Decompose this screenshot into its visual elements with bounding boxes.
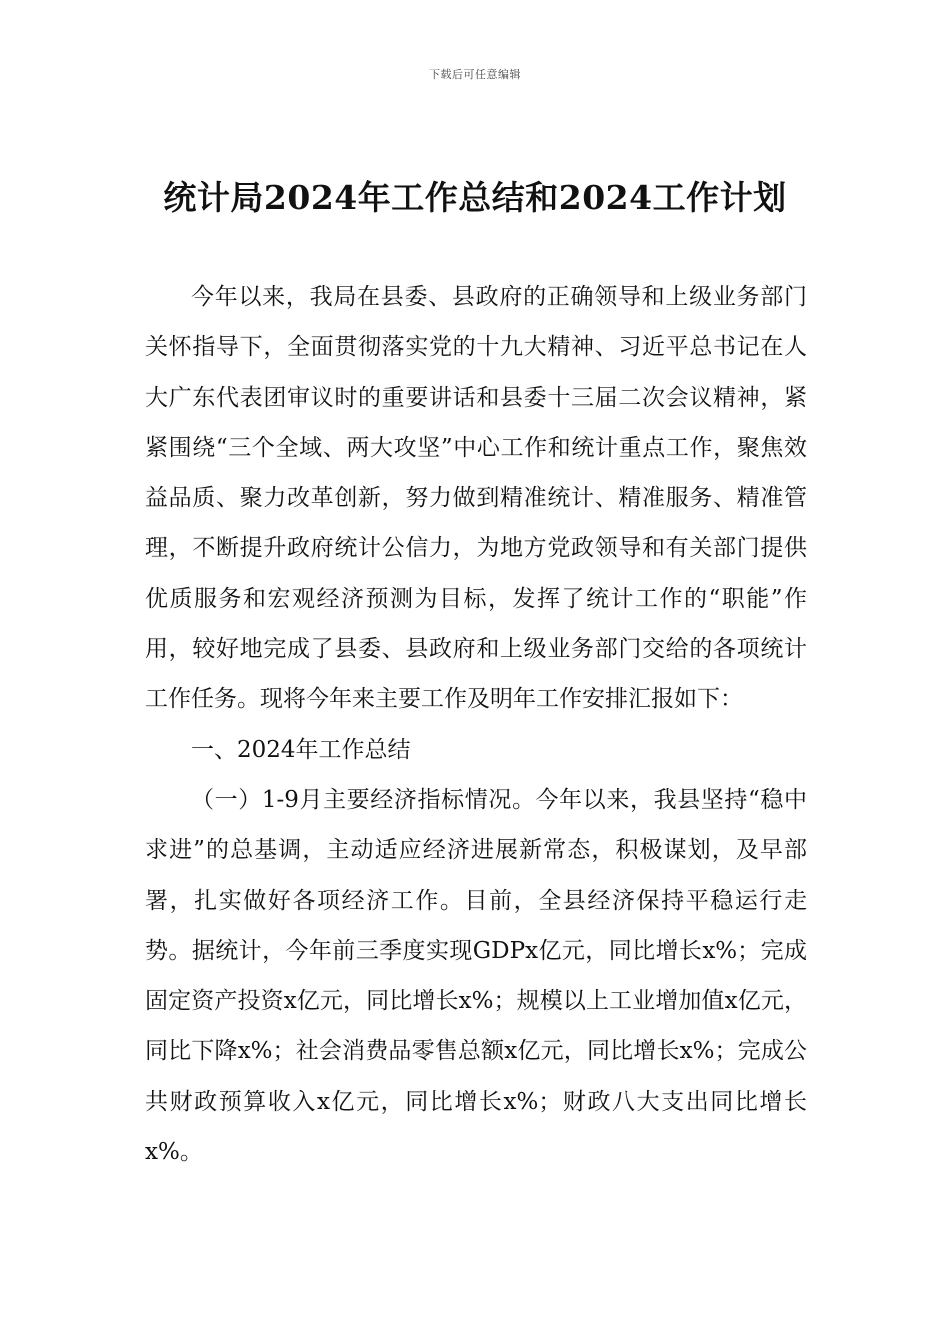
document-title: 统计局2024年工作总结和2024工作计划 [163,178,787,217]
document-body [145,272,807,1177]
section-heading: 一、2024年工作总结 [191,736,411,763]
subsection-paragraph: （一）1-9月主要经济指标情况。今年以来，我县坚持“稳中求进”的总基调，主动适应经济进展新常态，积极谋划，及早部署，扎实做好各项经济工作。目前，全县经济保持平稳运行走势。据统计，今年前三季度实现GDPx亿元，同比增长x%；完成固定资产投资x亿元，同比增长x%；规模以上工业增加值x亿元，同比下降x%；社会消费品零售总额x亿元，同比增长x%；完成公共财政预算收入x亿元，同比增长x%；财政八大支出同比增长x%。 [145,786,807,1166]
intro-paragraph: 今年以来，我局在县委、县政府的正确领导和上级业务部门关怀指导下，全面贯彻落实党的十九大精神、习近平总书记在人大广东代表团审议时的重要讲话和县委十三届二次会议精神，紧紧围绕“三个全域、两大攻坚”中心工作和统计重点工作，聚焦效益品质、聚力改革创新，努力做到精准统计、精准服务、精准管理，不断提升政府统计公信力，为地方党政领导和有关部门提供优质服务和宏观经济预测为目标，发挥了统计工作的“职能”作用，较好地完成了县委、县政府和上级业务部门交给的各项统计工作任务。现将今年来主要工作及明年工作安排汇报如下： [145,284,807,713]
page-header-note: 下载后可任意编辑 [429,68,521,81]
